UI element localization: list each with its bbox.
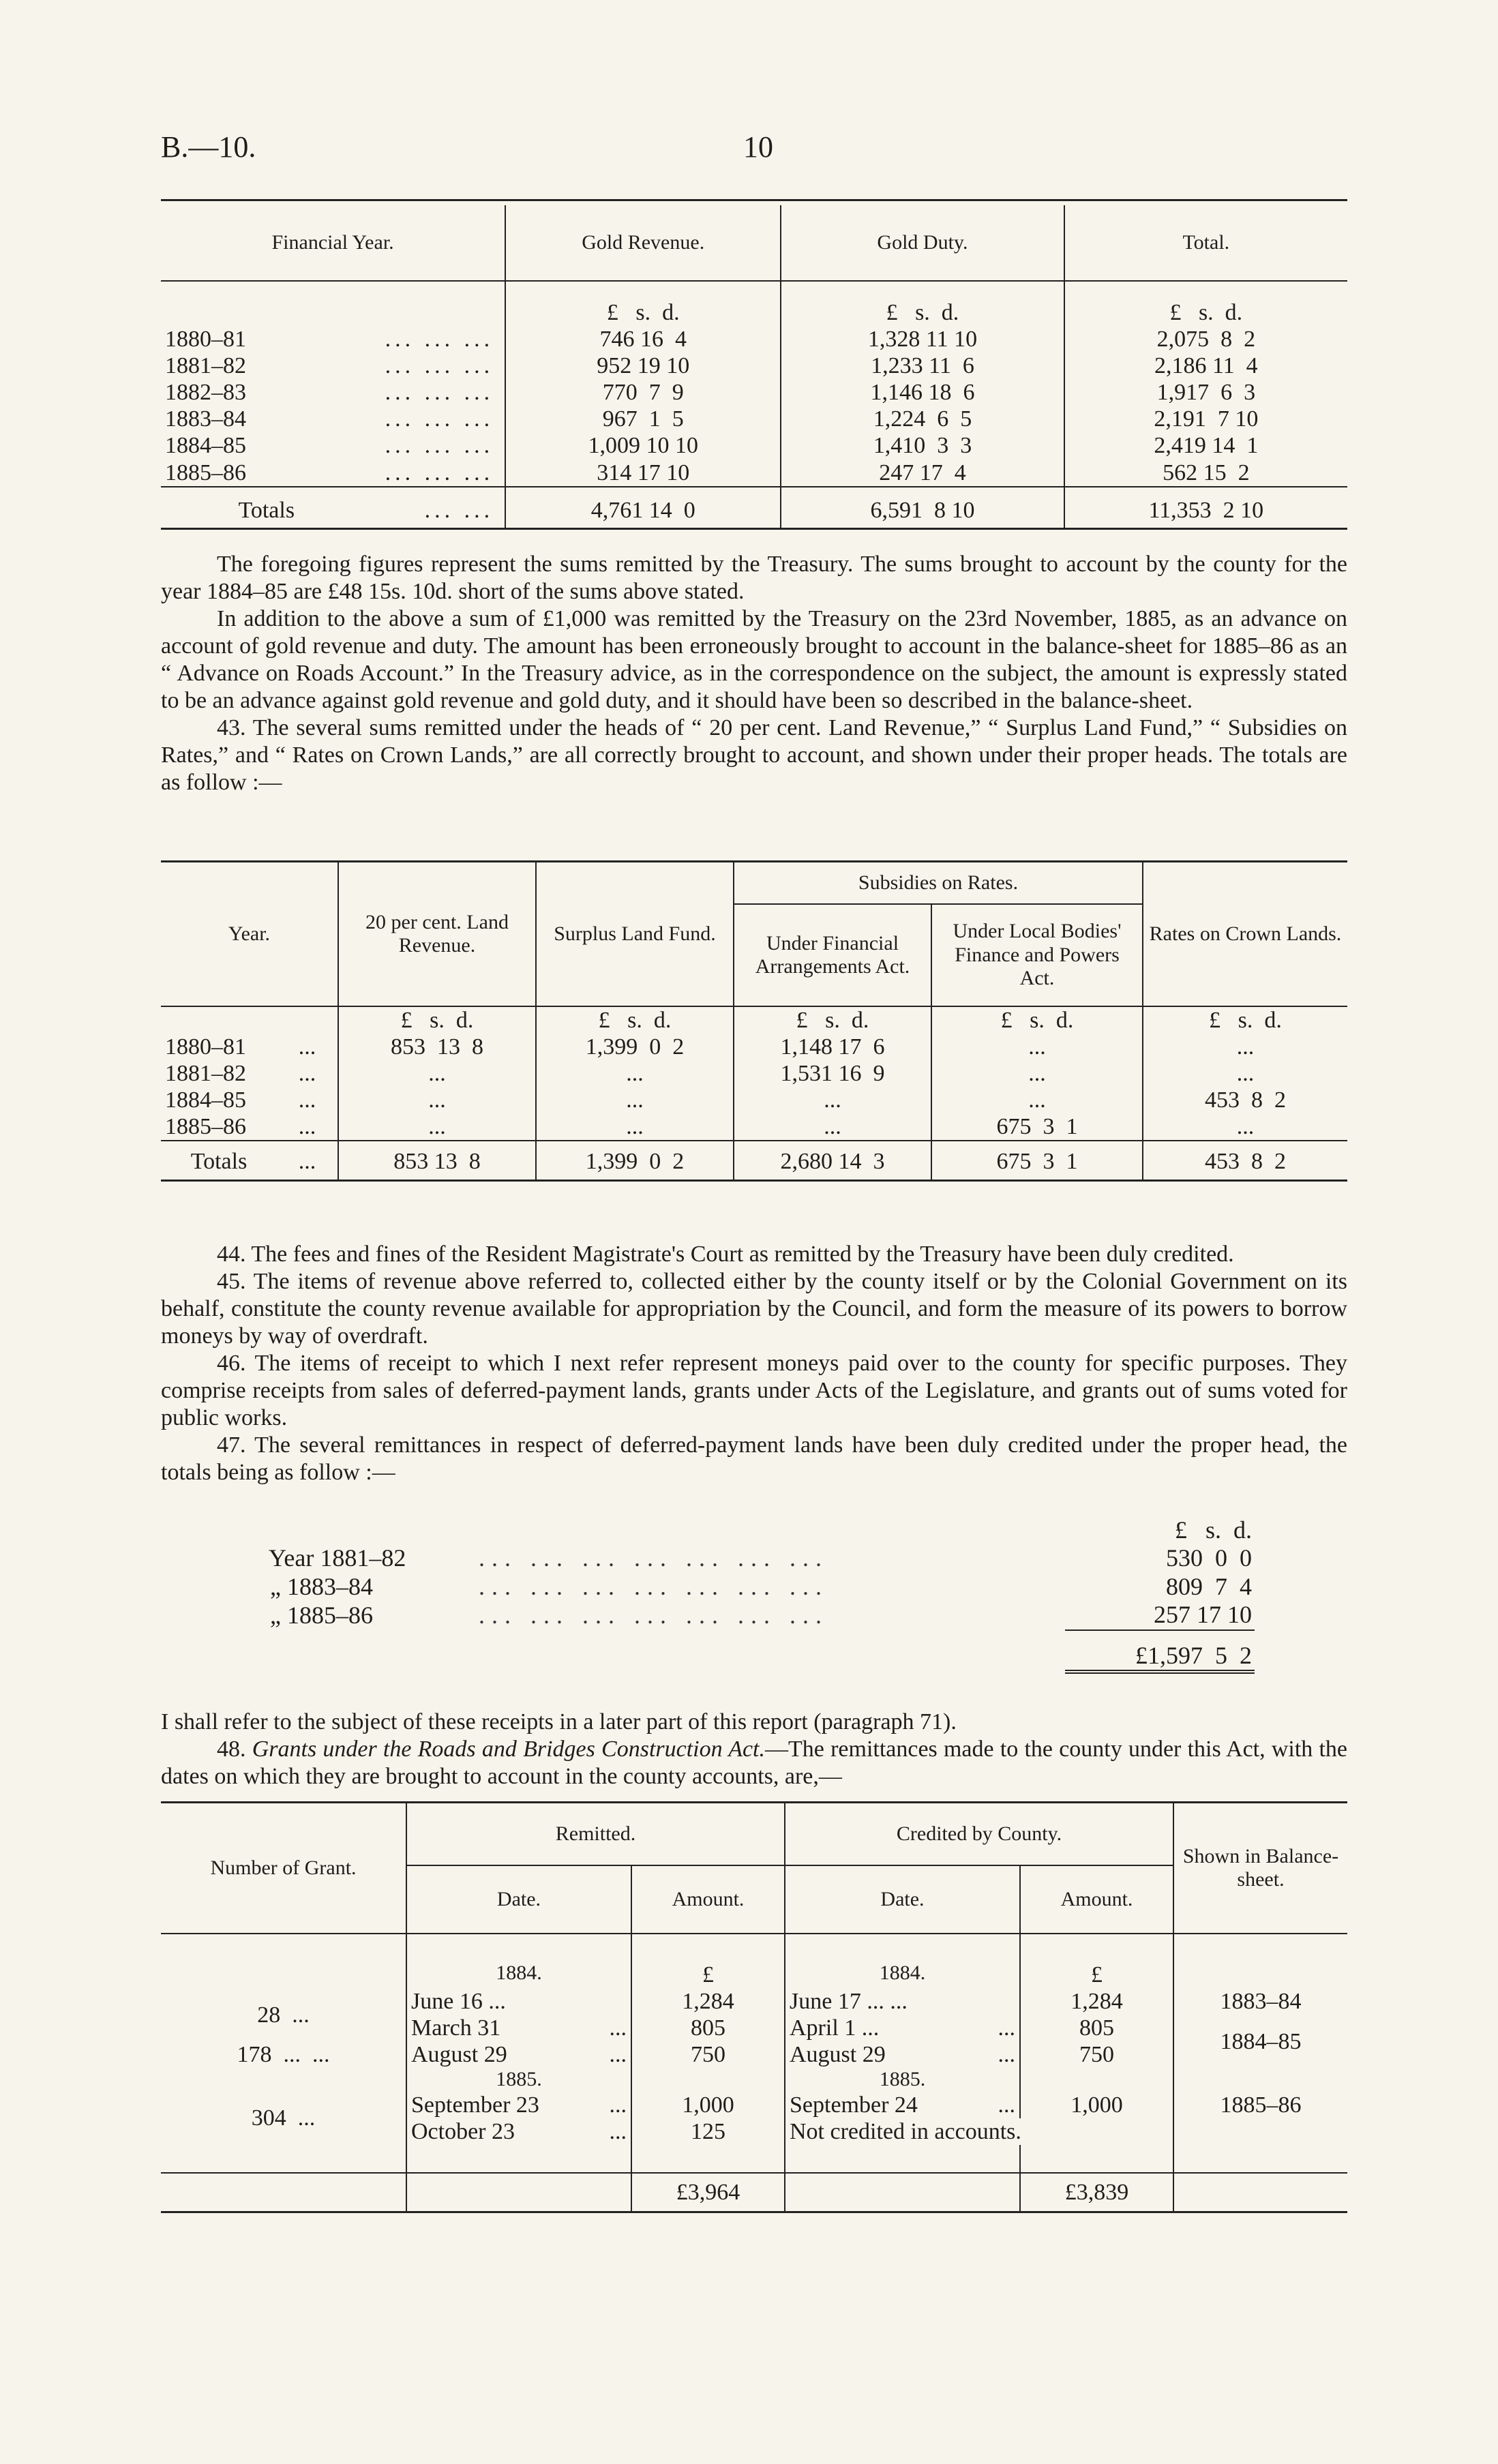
- totals-row: Totals ... ... 4,761 14 0 6,591 8 10 11,353 2 10: [161, 487, 1347, 529]
- deferred-payment-table: [266, 1516, 1255, 1674]
- paragraph: The foregoing figures represent the sums remitted by the Treasury. The sums brought to account by the county for the year 1884–85 are £48 15s. 10d. short of the sums above stated.: [161, 552, 1347, 604]
- col-surplus-land-fund: Surplus Land Fund.: [536, 862, 734, 1007]
- table-row: 304 ... September 23 ... 1,000 September 24 ... 1,000 1885–86: [161, 2092, 1347, 2118]
- grants-table: Number of Grant. Remitted. Credited by County. Shown in Balance-sheet. Date. Amount. Date. Amount. 1884. £ 1884. £ 28 ... June 16 ... 1,284 June 17 ... ... 1,284 1883–84 March 31 ... 805 April 1 ... ... 805 1884–85 178 ... ... August 29 ... 750 August 29 ... 750 1885. 1885. 304 ... September 23 ... 1,000 September 24 ... 1,000 1885–86 October 23 ... 125 Not credited in accounts. £3,964 £3,839: [161, 1801, 1347, 2213]
- table-row: 1880–81 ... 853 13 8 1,399 0 2 1,148 17 6 ... ...: [161, 1034, 1347, 1060]
- col-land-revenue: 20 per cent. Land Revenue.: [338, 862, 536, 1007]
- totals-row: £3,964 £3,839: [161, 2173, 1347, 2212]
- col-gold-revenue: Gold Revenue.: [505, 205, 781, 281]
- paragraphs-block-2: [161, 1241, 1347, 1486]
- col-local-bodies: Under Local Bodies' Finance and Powers Act.: [931, 904, 1143, 1006]
- col-financial-year: Financial Year.: [161, 205, 505, 281]
- paragraph: In addition to the above a sum of £1,000 was remitted by the Treasury on the 23rd November, 1885, as an advance on account of gold revenue and duty. The amount has been erroneously brought to account in the balance-sheet for 1885–86 as an “ Advance on Roads Account.” In the Treasury advice, as in the correspondence on the subject, the amount is expressly stated to be an advance against gold revenue and gold duty, and it should have been so described in the balance-sheet.: [161, 606, 1347, 713]
- col-financial-arrangements: Under Financial Arrangements Act.: [734, 904, 931, 1006]
- paragraph-48: 48. Grants under the Roads and Bridges Construction Act.—The remittances made to the county under this Act, with the dates on which they are brought to account in the county accounts, are,—: [161, 1737, 1348, 1789]
- document-reference: B.—10.: [161, 130, 256, 164]
- table-row: 1881–82 ... ... ... 952 19 10 1,233 11 6 2,186 11 4: [161, 352, 1347, 379]
- paragraph: 44. The fees and fines of the Resident Magistrate's Court as remitted by the Treasury have been duly credited.: [217, 1242, 1234, 1267]
- col-number-of-grant: Number of Grant.: [161, 1803, 406, 1934]
- col-subsidies-on-rates: Subsidies on Rates.: [734, 862, 1143, 905]
- gold-revenue-table: [161, 199, 1347, 530]
- table-row: 178 ... ... August 29 ... 750 August 29 ... 750: [161, 2041, 1347, 2068]
- totals-row: Totals ... 853 13 8 1,399 0 2 2,680 14 3 675 3 1 453 8 2: [161, 1141, 1347, 1180]
- table-row: March 31 ... 805 April 1 ... ... 805 1884–85: [161, 2015, 1347, 2041]
- section-title: Grants under the Roads and Bridges Construction Act.: [252, 1737, 766, 1762]
- col-remitted-amount: Amount.: [631, 1865, 785, 1934]
- table-row: 1884–85 ... ... ... ... ... 453 8 2: [161, 1087, 1347, 1113]
- table-row: 1883–84 ... ... ... 967 1 5 1,224 6 5 2,191 7 10: [161, 406, 1347, 432]
- table-row: „ 1885–86 ... ... ... ... ... ... ... 257 17 10: [270, 1601, 1252, 1629]
- units-label: £ s. d.: [505, 281, 781, 326]
- paragraph: 45. The items of revenue above referred to, collected either by the county itself or by the Colonial Government on its behalf, constitute the county revenue available for appropriation by the Council, and form the measure of its powers to borrow moneys by way of overdraft.: [161, 1269, 1347, 1349]
- table-row: 1884–85 ... ... ... 1,009 10 10 1,410 3 3 2,419 14 1: [161, 432, 1347, 459]
- units-label: £ s. d.: [1174, 1516, 1252, 1544]
- table-row: „ 1883–84 ... ... ... ... ... ... ... 809 7 4: [270, 1572, 1252, 1600]
- col-rates-crown-lands: Rates on Crown Lands.: [1143, 862, 1347, 1007]
- paragraphs-block-3: [161, 1709, 1347, 1790]
- col-credited-by-county: Credited by County.: [785, 1803, 1173, 1866]
- col-total: Total.: [1064, 205, 1347, 281]
- table-row: 28 ... June 16 ... 1,284 June 17 ... ... 1,284 1883–84: [161, 1988, 1347, 2015]
- table-row: 1882–83 ... ... ... 770 7 9 1,146 18 6 1,917 6 3: [161, 379, 1347, 406]
- paragraph: I shall refer to the subject of these receipts in a later part of this report (paragraph 71).: [161, 1709, 957, 1734]
- col-remitted: Remitted.: [406, 1803, 785, 1866]
- table-row: 1881–82 ... ... ... 1,531 16 9 ... ...: [161, 1060, 1347, 1087]
- col-gold-duty: Gold Duty.: [781, 205, 1064, 281]
- land-revenue-table: Year. 20 per cent. Land Revenue. Surplus Land Fund. Subsidies on Rates. Rates on Crown Lands. Under Financial Arrangements Act. Under Local Bodies' Finance and Powers Act. £ s. d. £ s. d. £ s. d. £ s. d. £ s. d. 1880–81 ... 853 13 8 1,399 0 2 1,148 17 6 ... ... 1881–82 ... ... ... 1,531 16 9 ... ... 1884–85 ... ... ... ... ... 453 8 2 1885–86 ... ... ... ... 675 3 1 ... Totals ... 853 13 8 1,399 0 2 2,680 14 3 675 3 1 453 8 2: [161, 860, 1347, 1182]
- table-row: October 23 ... 125 Not credited in accounts.: [161, 2118, 1347, 2145]
- table-row: Year 1881–82 ... ... ... ... ... ... ... 530 0 0: [269, 1544, 1252, 1572]
- col-remitted-date: Date.: [406, 1865, 631, 1934]
- paragraphs-block-1: [161, 551, 1347, 796]
- units-label: £ s. d.: [781, 281, 1064, 326]
- table-row: 1880–81 ... ... ... 746 16 4 1,328 11 10 2,075 8 2: [161, 326, 1347, 352]
- units-label: £ s. d.: [1064, 281, 1347, 326]
- col-credited-date: Date.: [785, 1865, 1020, 1934]
- page-number: 10: [743, 130, 773, 164]
- table-row: 1885–86 ... ... ... ... 675 3 1 ...: [161, 1113, 1347, 1141]
- col-year: Year.: [161, 862, 338, 1007]
- col-credited-amount: Amount.: [1020, 1865, 1173, 1934]
- paragraph: 43. The several sums remitted under the heads of “ 20 per cent. Land Revenue,” “ Surplus Land Fund,” “ Subsidies on Rates,” and “ Rates on Crown Lands,” are all correctly brought to account, and shown under their proper heads. The totals are as follow :—: [161, 715, 1347, 795]
- col-shown-in-balance-sheet: Shown in Balance-sheet.: [1173, 1803, 1347, 1934]
- table-row: 1885–86 ... ... ... 314 17 10 247 17 4 562 15 2: [161, 460, 1347, 487]
- paragraph: 46. The items of receipt to which I next refer represent moneys paid over to the county for specific purposes. They comprise receipts from sales of deferred-payment lands, grants under Acts of the Legislature, and grants out of sums voted for public works.: [161, 1351, 1347, 1430]
- totals-row: £1,597 5 2: [266, 1630, 1255, 1672]
- paragraph: 47. The several remittances in respect of deferred-payment lands have been duly credited under the proper head, the totals being as follow :—: [161, 1432, 1347, 1485]
